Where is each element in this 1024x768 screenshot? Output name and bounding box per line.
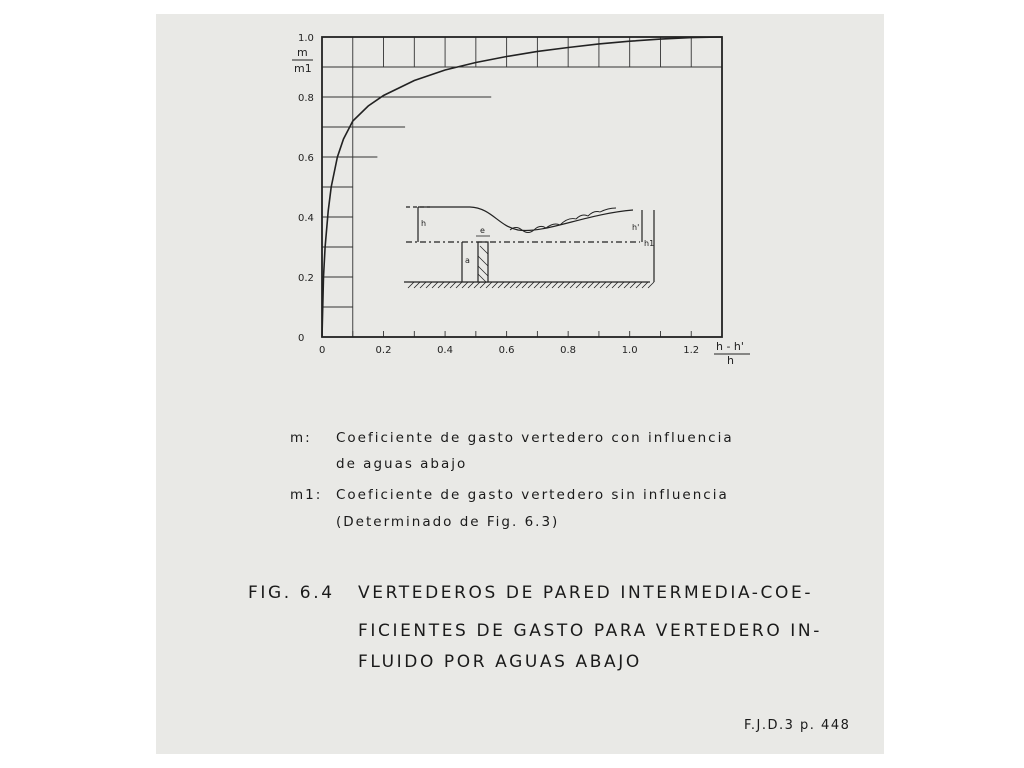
y-tick-label: 0.6 [298,153,314,164]
y-axis-label [292,46,313,75]
y-label-den: m1 [294,62,312,75]
plot-frame [322,37,722,337]
inset-label-h-prime: h' [632,223,640,232]
caption-line-1: VERTEDEROS DE PARED INTERMEDIA-COE- [358,583,814,603]
y-tick-label: 0 [298,333,305,344]
inset-label-h1: h1 [644,239,655,248]
x-tick-label: 1.0 [621,345,638,356]
x-tick-labels [319,345,699,356]
x-tick-label: 0.8 [560,345,577,356]
x-axis-label [714,340,750,367]
x-tick-label: 0 [319,345,326,356]
weir-wall [478,242,488,282]
x-tick-label: 0.4 [437,345,453,356]
y-tick-label: 1.0 [298,33,314,44]
inset-label-a: a [465,256,470,265]
x-label-den: h [727,354,734,367]
caption-line-2: FICIENTES DE GASTO PARA VERTEDERO IN- [358,621,822,641]
bed-hatching [408,282,654,288]
y-tick-label: 0.2 [298,273,314,284]
legend-m-line-2: de aguas abajo [336,456,468,472]
figure-label: FIG. 6.4 [248,583,335,603]
legend-m1-line-1: Coeficiente de gasto vertedero sin influencia [336,487,729,503]
legend-m-cont [290,456,467,472]
caption-line-3: FLUIDO POR AGUAS ABAJO [358,652,642,672]
legend-m1-line-2: (Determinado de Fig. 6.3) [336,514,560,530]
page-reference: F.J.D.3 p. 448 [744,718,851,733]
legend-m1 [290,487,729,503]
legend-m1-cont [290,514,559,530]
legend-m-symbol: m: [290,430,312,446]
water-surface [418,207,633,231]
turbulence-swirls [510,208,616,233]
inset-label-e: e [480,226,485,235]
y-tick-label: 0.8 [298,93,314,104]
x-tick-label: 0.2 [375,345,392,356]
inset-label-h: h [421,219,427,228]
y-tick-label: 0.4 [298,213,314,224]
x-tick-label: 1.2 [683,345,700,356]
legend-m [290,430,734,446]
series-line-m-over-m1 [322,37,722,337]
x-label-num: h - h' [716,340,744,353]
legend-m-line-1: Coeficiente de gasto vertedero con influencia [336,430,734,446]
y-label-num: m [297,46,308,59]
chart-grid [322,37,722,337]
weir-inset-diagram [404,207,654,288]
legend-m1-symbol: m1: [290,487,323,503]
y-tick-labels [298,33,314,344]
x-tick-label: 0.6 [498,345,515,356]
